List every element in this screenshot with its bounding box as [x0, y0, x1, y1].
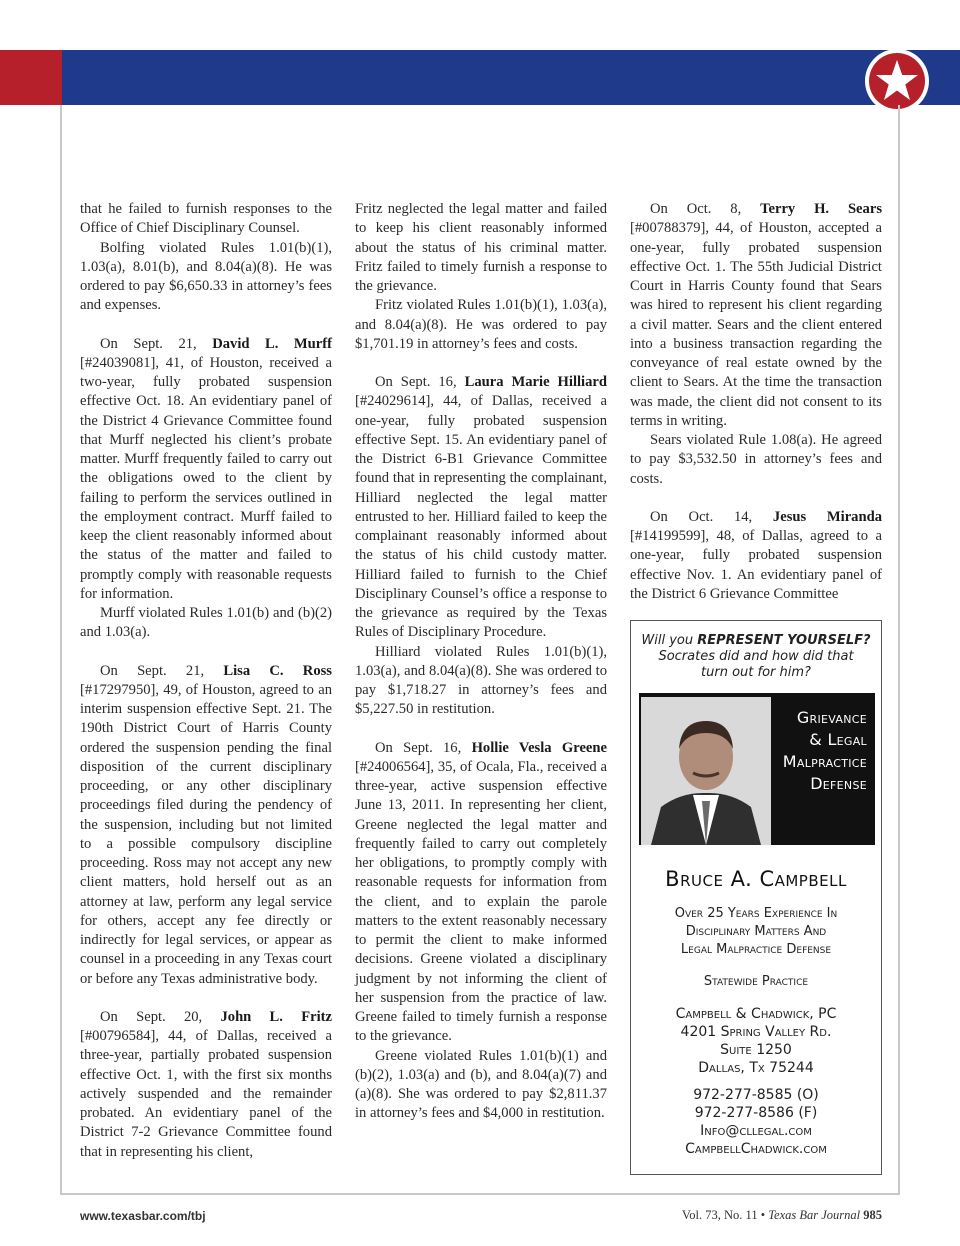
ad-contact	[631, 1086, 881, 1158]
paragraph: On Sept. 21, Lisa C. Ross [#17297950], 49, of Houston, agreed to an interim suspension effective Sept. 21. The 190th District Court of Harris County ordered the suspension pending the final disposition of the current disciplinary proceeding, or any other disciplinary proceedings filed during the pendency of the suspension, including but not limited to a possible compulsory discipline proceeding. Ross may not accept any new client matters, hold herself out as an attorney at law, perform any legal service for others, accept any fee directly or indirectly for legal services, or appear as counsel in a proceeding in any Texas court or before any Texas administrative body.	[80, 662, 332, 987]
ad-photo	[639, 693, 875, 845]
ad-phone: 972-277-8585 (O)	[693, 1087, 819, 1103]
paragraph: that he failed to furnish responses to the Office of Chief Disciplinary Counsel.	[80, 201, 332, 237]
advertisement	[630, 620, 882, 1175]
paragraph: Murff violated Rules 1.01(b) and (b)(2) and 1.03(a).	[80, 605, 332, 641]
paragraph: Greene violated Rules 1.01(b)(1) and (b)(2), 1.03(a) and (b), and 8.04(a)(7) and (a)(8). She was ordered to pay $2,811.37 in attorney’s fees and $4,000 in restitution.	[355, 1047, 607, 1122]
ad-address: Campbell & Chadwick, PC 4201 Spring Valley Rd. Suite 1250 Dallas, Tx 75244	[675, 1006, 837, 1076]
paragraph: Hilliard violated Rules 1.01(b)(1), 1.03(a), and 8.04(a)(8). She was ordered to pay $1,718.27 in attorney’s fees and $5,227.50 in restitution.	[355, 643, 607, 718]
ad-statewide: Statewide Practice	[703, 974, 809, 989]
ad-website[interactable]: CampbellChadwick.com	[685, 1141, 827, 1157]
paragraph: On Sept. 21, David L. Murff [#24039081], 41, of Houston, received a two-year, fully probated suspension effective Oct. 18. An evidentiary panel of the District 4 Grievance Committee found that Murff neglected his client’s probate matter. Murff frequently failed to carry out the obligations owed to the client by failing to perform the services outlined in the employment contract. Murff failed to keep the client reasonably informed about the status of the matter and failed to promptly comply with reasonable requests for information.	[80, 335, 332, 602]
column-3	[630, 200, 882, 604]
ad-fax: 972-277-8586 (F)	[694, 1105, 818, 1121]
ad-attorney-name: Bruce A. Campbell	[665, 867, 847, 891]
ad-tagline: Grievance & Legal Malpractice Defense	[782, 708, 867, 793]
attorney-name: Hollie Vesla Greene	[471, 739, 607, 756]
paragraph: On Oct. 14, Jesus Miranda [#14199599], 48, of Dallas, agreed to a one-year, fully probated suspension effective Nov. 1. An evidentiary panel of the District 6 Grievance Committee	[630, 508, 883, 602]
attorney-name: Lisa C. Ross	[223, 662, 332, 679]
ad-question: Will you REPRESENT YOURSELF? Socrates did and how did that turn out for him?	[641, 633, 871, 680]
attorney-name: Laura Marie Hilliard	[464, 374, 607, 390]
header-blue-block	[62, 50, 960, 105]
ad-email[interactable]: Info@cllegal.com	[700, 1123, 812, 1139]
paragraph: Fritz neglected the legal matter and failed to keep his client reasonably informed about the status of his criminal matter. Fritz failed to timely furnish a response to the grievance.	[355, 201, 607, 294]
paragraph: On Sept. 16, Laura Marie Hilliard [#24029614], 44, of Dallas, received a one-year, fully probated suspension effective Sept. 15. An evidentiary panel of the District 6-B1 Grievance Committee found that in representing the complainant, Hilliard neglected the legal matter entrusted to her. Hilliard failed to keep the complainant reasonably informed about the status of his child custody matter. Hilliard failed to furnish to the Chief Disciplinary Counsel’s office a response to the grievance as required by the Texas Rules of Disciplinary Procedure.	[355, 374, 607, 641]
paragraph: Bolfing violated Rules 1.01(b)(1), 1.03(a), 8.01(b), and 8.04(a)(8). He was ordered to pay $6,650.33 in attorney’s fees and expenses.	[80, 239, 332, 314]
header-red-block	[0, 50, 62, 105]
paragraph: On Sept. 20, John L. Fritz [#00796584], 44, of Dallas, received a three-year, partially probated suspension effective Oct. 1, with the first six months actively suspended and the remainder probated. An evidentiary panel of the District 7-2 Grievance Committee found that in representing his client,	[80, 1008, 332, 1160]
attorney-name: John L. Fritz	[220, 1008, 332, 1025]
paragraph: On Oct. 8, Terry H. Sears [#00788379], 44, of Houston, accepted a one-year, fully probated suspension effective Oct. 1. The 55th Judicial District Court in Harris County found that Sears was hired to represent his client regarding a civil matter. Sears and the client entered into a business transaction regarding the conveyance of real estate owned by the client to Sears. At the time the transaction was made, the client did not consent to its terms in writing.	[630, 201, 882, 429]
portrait-photo	[641, 697, 771, 845]
attorney-name: Jesus Miranda	[772, 508, 883, 525]
header-band	[0, 50, 960, 105]
ad-experience: Over 25 Years Experience In Disciplinary Matters And Legal Malpractice Defense	[674, 906, 838, 957]
attorney-name: Terry H. Sears	[760, 201, 882, 217]
column-2	[355, 200, 607, 1124]
paragraph: On Sept. 16, Hollie Vesla Greene [#24006564], 35, of Ocala, Fla., received a three-year, active suspension effective June 13, 2011. In representing her client, Greene neglected the legal matter and frequently failed to carry out completely her obligations, to promptly comply with reasonable requests for information from the client, and to explain the parole matters to the extent reasonably necessary to permit the client to make informed decisions. Greene violated a disciplinary judgment by not informing the client of her suspension from the practice of law. Greene failed to timely furnish a response to the grievance.	[355, 739, 607, 1045]
attorney-name: David L. Murff	[212, 335, 332, 352]
paragraph: Sears violated Rule 1.08(a). He agreed to pay $3,532.50 in attorney’s fees and costs.	[630, 432, 882, 487]
page-number: 985	[863, 1208, 882, 1222]
footer-issue: Vol. 73, No. 11 • Texas Bar Journal 985	[681, 1208, 882, 1222]
footer-url[interactable]: www.texasbar.com/tbj	[80, 1209, 206, 1223]
paragraph: Fritz violated Rules 1.01(b)(1), 1.03(a), and 8.04(a)(8). He was ordered to pay $1,701.19 in attorney’s fees and costs.	[355, 297, 607, 352]
column-1	[80, 200, 332, 1162]
